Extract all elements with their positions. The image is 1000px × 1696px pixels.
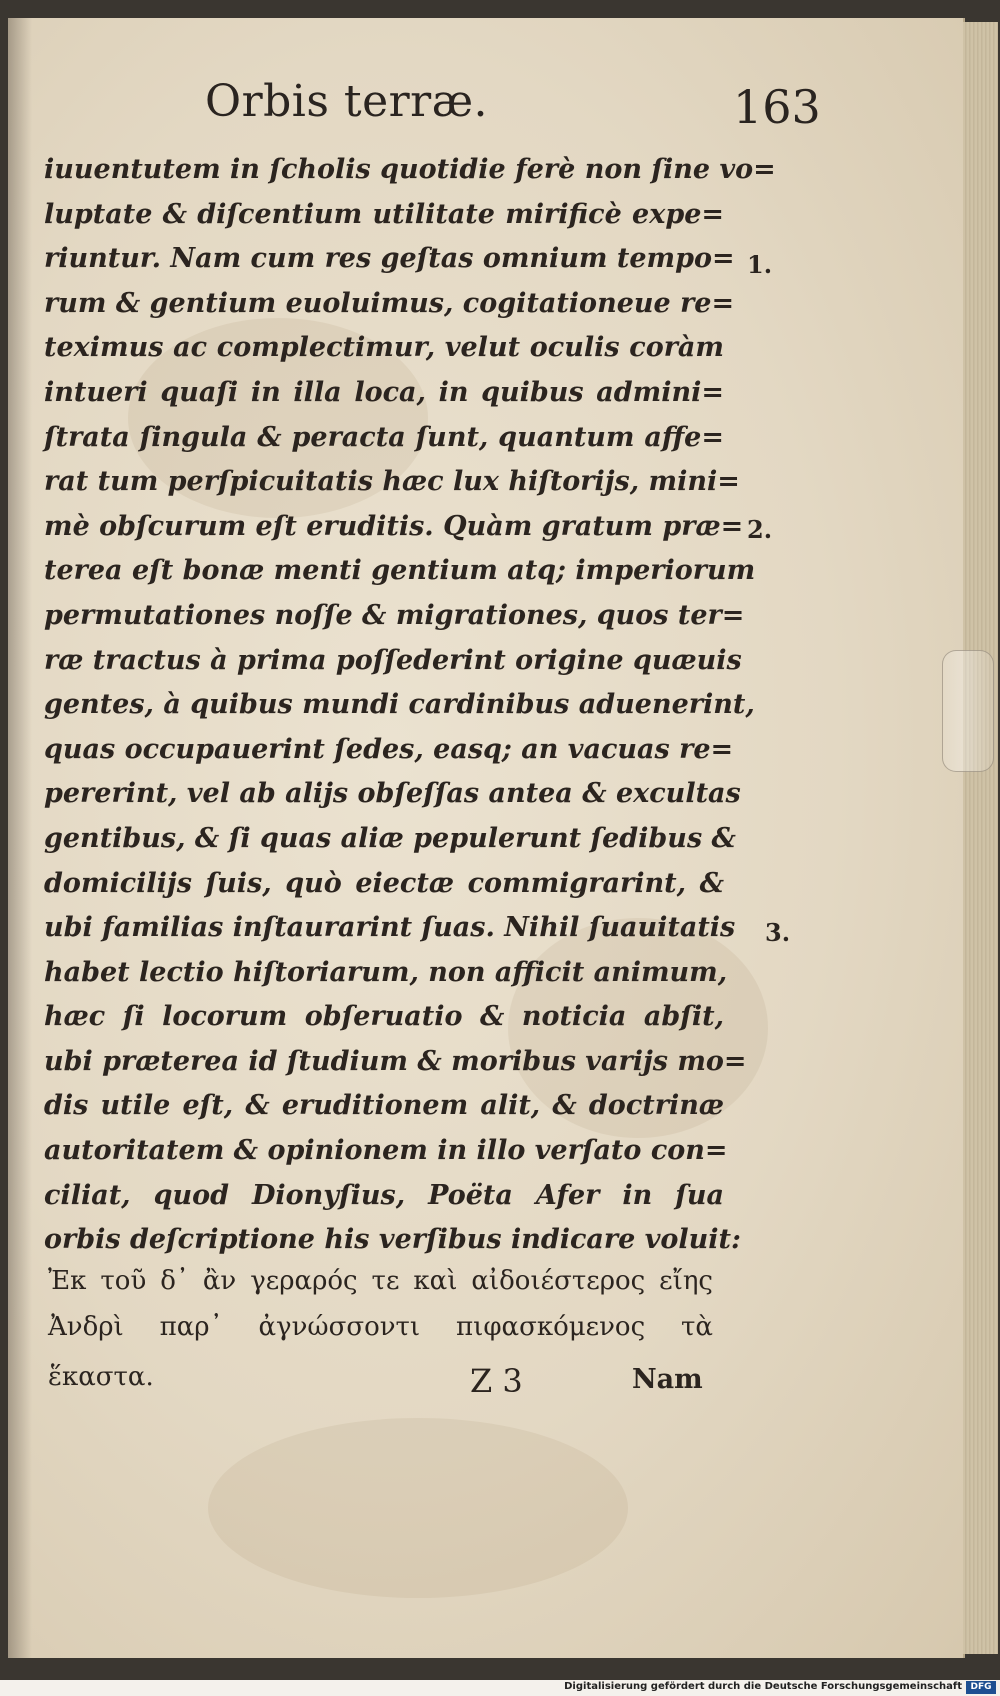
- text-line: teximus ac complectimur, velut oculis coràm: [44, 332, 724, 364]
- text-line: ſtrata ſingula & peracta ſunt, quantum affe=: [44, 421, 724, 453]
- gutter-shadow: [8, 18, 32, 1658]
- text-line: intueri quaſi in illa loca, in quibus admini=: [44, 376, 724, 408]
- text-line: gentibus, & ſi quas aliæ pepulerunt ſedibus &: [44, 822, 736, 854]
- running-title: Orbis terræ.: [205, 76, 489, 127]
- text-line: ciliat, quod Dionyſius, Poëta Afer in ſua: [44, 1179, 724, 1211]
- text-line: rat tum perſpicuitatis hæc lux hiſtorijs, mini=: [44, 466, 740, 498]
- text-line: dis utile eſt, & eruditionem alit, & doctrinæ: [44, 1090, 724, 1122]
- margin-number: 2.: [747, 515, 773, 544]
- greek-verse-line: ἕκαστα.: [48, 1362, 154, 1392]
- text-line: riuntur. Nam cum res geſtas omnium tempo=: [44, 243, 735, 275]
- text-line: quas occupauerint ſedes, easq; an vacuas re=: [44, 733, 734, 765]
- text-line: autoritatem & opinionem in illo verſato con=: [44, 1135, 728, 1167]
- body-text: [44, 148, 776, 1263]
- text-line: habet lectio hiſtoriarum, non afficit animum,: [44, 956, 728, 988]
- text-line: gentes, à quibus mundi cardinibus aduenerint,: [44, 689, 755, 721]
- text-line: rum & gentium euoluimus, cogitationeue re=: [44, 287, 735, 319]
- text-line: ubi præterea id ſtudium & moribus varijs mo=: [44, 1045, 747, 1077]
- page-edges: [963, 22, 998, 1654]
- greek-verse-line: Ἀνδρὶ παρ᾽ ἀγνώσσοντι πιφασκόμενος τὰ: [48, 1312, 713, 1342]
- page-clip: [942, 650, 994, 772]
- dfg-logo: DFG: [966, 1681, 996, 1694]
- text-line: ubi familias inſtaurarint ſuas. Nihil ſuauitatis: [44, 912, 736, 944]
- margin-number: 1.: [747, 250, 773, 279]
- margin-number: 3.: [765, 918, 791, 947]
- text-line: terea eſt bonæ menti gentium atq; imperiorum: [44, 555, 756, 587]
- text-line: iuuentutem in ſcholis quotidie ferè non ſine vo=: [44, 154, 776, 185]
- catchword: Nam: [632, 1364, 703, 1395]
- page-number: 163: [733, 80, 821, 134]
- text-line: luptate & diſcentium utilitate mirificè expe=: [44, 198, 724, 230]
- text-line: hæc ſi locorum obſeruatio & noticia abſit,: [44, 1001, 724, 1033]
- text-line: ræ tractus à prima poſſederint origine quæuis: [44, 644, 742, 676]
- text-line: domicilijs ſuis, quò eiectæ commigrarint, &: [44, 867, 724, 899]
- text-line: orbis deſcriptione his verſibus indicare voluit:: [44, 1224, 741, 1256]
- digitization-credit: Digitalisierung gefördert durch die Deutsche Forschungsgemeinschaft: [564, 1681, 962, 1692]
- paper-stain: [208, 1418, 628, 1598]
- greek-verse-line: Ἐκ τοῦ δ᾽ ἂν γεραρός τε καὶ αἰδοιέστερος εἴης: [48, 1266, 713, 1296]
- text-line: permutationes noſſe & migrationes, quos ter=: [44, 599, 745, 631]
- text-line: mè obſcurum eſt eruditis. Quàm gratum præ=: [44, 510, 744, 542]
- signature-mark: Z 3: [470, 1362, 523, 1400]
- text-line: pererint, vel ab alijs obſeſſas antea & excultas: [44, 778, 741, 810]
